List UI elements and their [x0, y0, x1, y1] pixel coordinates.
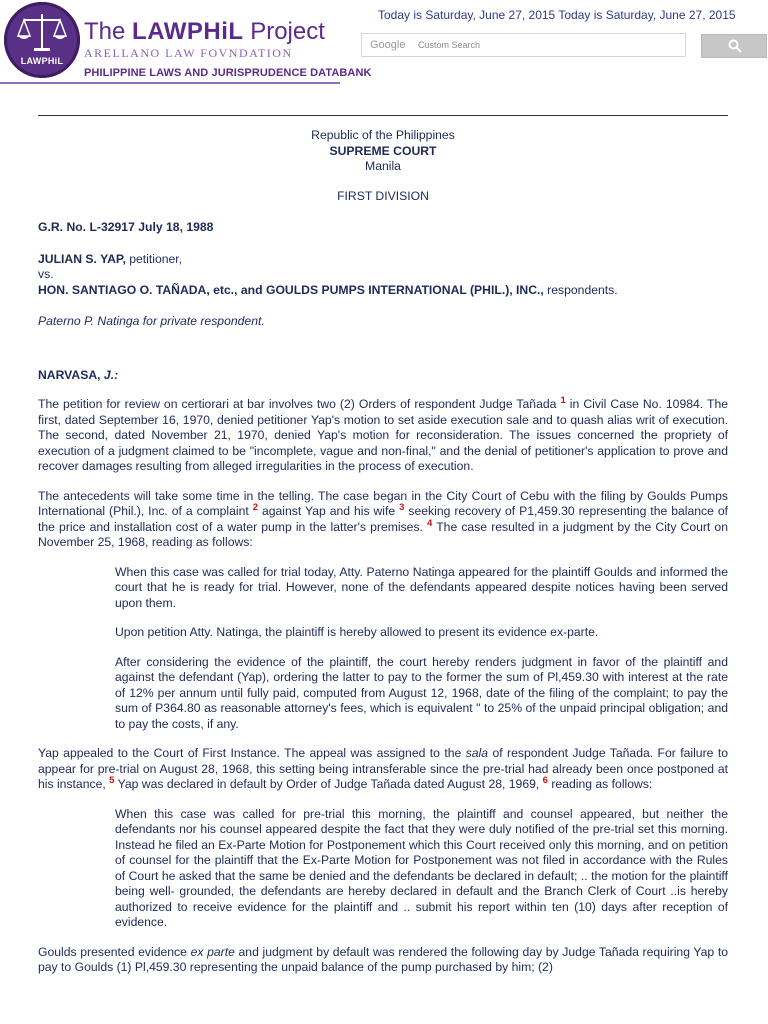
quote-paragraph: When this case was called for pre-trial this morning, the plaintiff and counsel appeared, but neither the defendants nor his counsel appeared despite the fact that they were duly notified of the pre-trial set this morning. Instead he filed an Ex-Parte Motion for Postponement which this Court received only this morning, and on petition of counsel for the plaintiff that the Ex-Parte Motion for Postponement was not filed in accordance with the Rules of Court he asked that the same be denied and the defendants be declared in default; .. the motion for the plaintiff being well- grounded, the defendants are hereby declared in default and the Branch Clerk of Court ..is hereby authorized to receive evidence for the plaintiff and .. submit his report within ten (10) days after reception of evidence.	[115, 806, 728, 929]
search-placeholder: Custom Search	[418, 40, 481, 50]
site-title-suffix: Project	[243, 18, 325, 45]
case-number: G.R. No. L-32917 July 18, 1988	[38, 220, 214, 234]
search-input[interactable]	[361, 33, 686, 57]
blockquote-2	[115, 807, 728, 931]
versus: vs.	[38, 267, 54, 281]
foundation-name: ARELLANO LAW FOVNDATION	[84, 46, 293, 60]
footnote-link-5[interactable]: 5	[109, 774, 115, 786]
division-heading: FIRST DIVISION	[337, 188, 429, 203]
date-text: Today is Saturday, June 27, 2015 Today is Saturday, June 27, 2015	[378, 8, 736, 22]
text-span: Yap was declared in default by Order of Judge Tañada dated August 28, 1969,	[114, 777, 543, 791]
site-header	[0, 0, 768, 100]
google-logo: Google	[370, 39, 406, 51]
text-span: of respondent Judge Tañada. For failure to appear for pre-trial on August 28, 1968, this setting being intransferable since the pre-trial had already been once postponed at his instance,	[38, 746, 728, 791]
text-span: seeking recovery of P1,459.30 representing the balance of the price and installation cost of a water pump in the latter's premises.	[38, 504, 728, 534]
quote-paragraph: When this case was called for trial today, Atty. Paterno Natinga appeared for the plaintiff Goulds and informed the court that he is ready for trial. However, none of the defendants appeared despite notices having been served upon them.	[115, 564, 728, 610]
case-parties	[38, 252, 728, 299]
decision-document	[38, 128, 728, 976]
search-button[interactable]	[701, 34, 767, 58]
text-span: against Yap and his wife	[258, 504, 400, 518]
text-span: sala	[465, 746, 489, 760]
respondent-role: respondents.	[543, 282, 618, 297]
text-span: Goulds presented evidence	[38, 944, 191, 959]
search-icon	[728, 39, 742, 53]
tagline: PHILIPPINE LAWS AND JURISPRUDENCE DATABANK	[84, 67, 372, 79]
text-span: The case resulted in a judgment by the City Court on November 25, 1968, reading as follows:	[38, 519, 728, 549]
blockquote-1	[115, 565, 728, 733]
quote-paragraph: After considering the evidence of the plaintiff, the court hereby renders judgment in favor of the plaintiff and against the defendant (Yap), ordering the latter to pay to the former the sum of Pl,459.30 with interest at the rate of 12% per annum until fully paid, computed from August 12, 1968, date of the filing of the complaint; to pay the sum of P364.80 as reasonable attorney's fees, which is equivalent " to 25% of the unpaid principal obligation; and to pay the costs, if any.	[115, 654, 728, 731]
paragraph-2	[38, 489, 728, 551]
paragraph-3	[38, 746, 728, 793]
lawphil-seal-logo[interactable]	[4, 2, 80, 78]
petitioner-line	[38, 252, 728, 268]
scales-of-justice-icon	[16, 10, 68, 54]
counsel-line: Paterno P. Natinga for private respondent.	[38, 314, 265, 328]
court-heading: SUPREME COURT	[329, 143, 437, 158]
site-title-bold: LAWPHiL	[132, 18, 244, 45]
paragraph-1	[38, 394, 728, 475]
republic-heading: Republic of the Philippines	[311, 128, 455, 142]
text-span: The antecedents will take some time in the telling. The case began in the City Court of Cebu with the filing by Goulds Pumps International (Phil.), Inc. of a complaint	[38, 488, 728, 518]
header-divider	[0, 82, 340, 84]
respondent-name: HON. SANTIAGO O. TAÑADA, etc., and GOULDS PUMPS INTERNATIONAL (PHIL.), INC.,	[38, 282, 544, 297]
petitioner-name: JULIAN S. YAP,	[38, 251, 126, 266]
city-heading: Manila	[365, 159, 401, 173]
text-span: ex parte	[190, 944, 235, 959]
footnote-link-3[interactable]: 3	[399, 501, 405, 513]
text-span: and judgment by default was rendered the following day by Judge Tañada requiring Yap to pay to Goulds (1) Pl,459.30 representing the unpaid balance of the pump purchased by him; (2)	[38, 944, 728, 974]
seal-label: LAWPHiL	[20, 56, 64, 66]
petitioner-role: petitioner,	[125, 251, 183, 266]
ponente-title: J.:	[103, 367, 119, 382]
paragraph-4	[38, 945, 728, 976]
respondent-line	[38, 283, 728, 299]
ponente-name: NARVASA,	[38, 367, 104, 382]
quote-paragraph: Upon petition Atty. Natinga, the plaintiff is hereby allowed to present its evidence ex-parte.	[115, 625, 599, 639]
text-span: reading as follows:	[547, 777, 653, 791]
site-title-prefix: The	[84, 18, 133, 45]
text-span: The petition for review on certiorari at bar involves two (2) Orders of respondent Judge Tañada	[38, 397, 561, 411]
ponente	[38, 368, 728, 384]
footnote-link-6[interactable]: 6	[542, 774, 548, 786]
footnote-link-2[interactable]: 2	[252, 501, 258, 513]
site-title[interactable]	[84, 18, 325, 46]
text-span: Yap appealed to the Court of First Instance. The appeal was assigned to the	[38, 746, 466, 760]
text-span: in Civil Case No. 10984. The first, dated September 16, 1970, denied petitioner Yap's motion to set aside execution sale and to quash alias writ of execution. The second, dated November 21, 1970, denied Yap's motion for reconsideration. The issues concerned the propriety of execution of a judgment claimed to be "incomplete, vague and non-final," and the denial of petitioner's application to prove and recover damages resulting from alleged irregularities in the process of execution.	[38, 397, 728, 473]
footnote-link-1[interactable]: 1	[560, 394, 566, 406]
content-divider	[38, 115, 728, 116]
footnote-link-4[interactable]: 4	[427, 517, 433, 529]
